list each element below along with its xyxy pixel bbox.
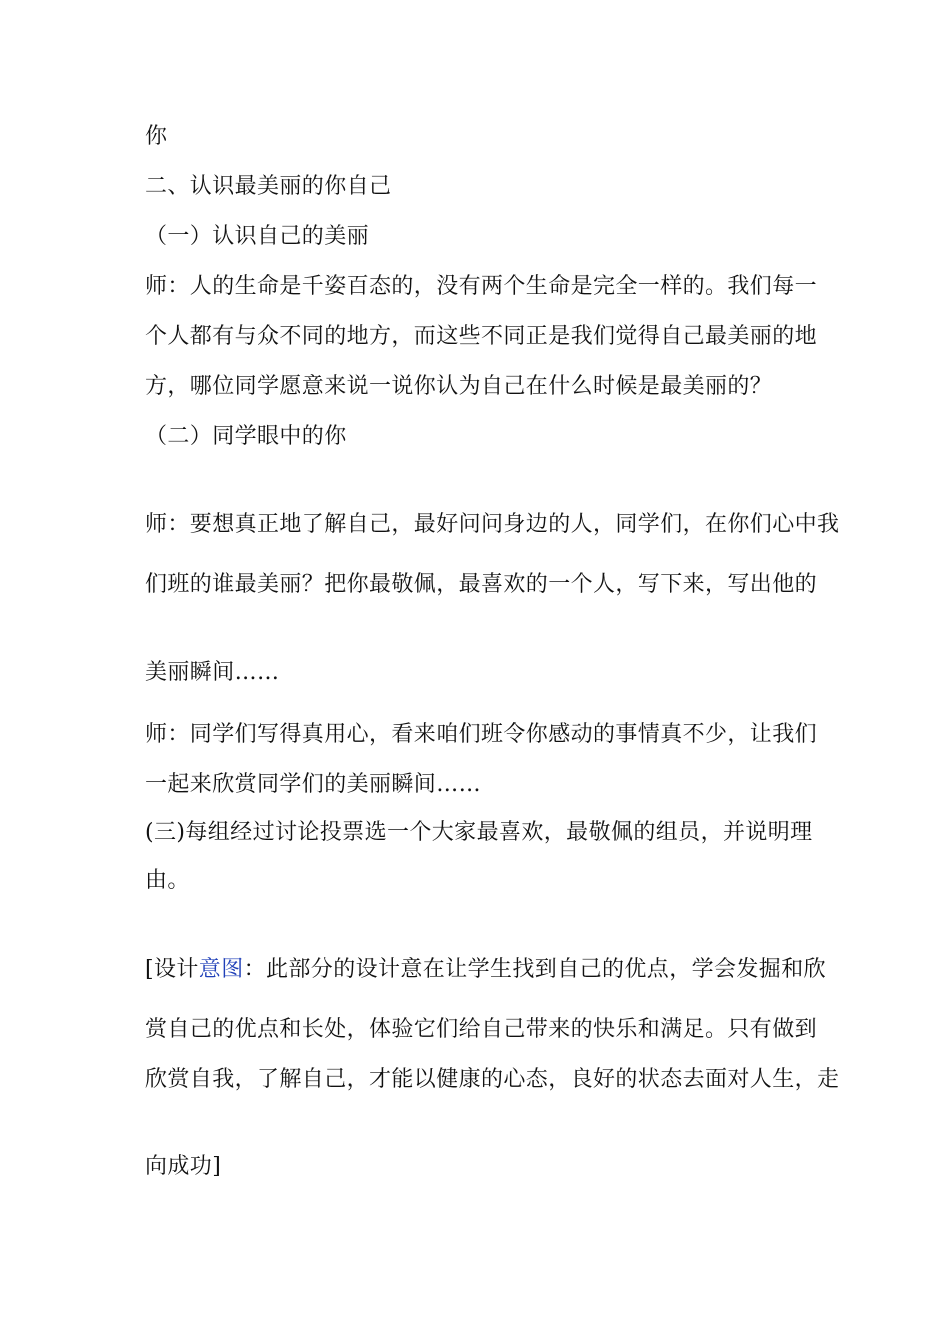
paragraph-line: 方，哪位同学愿意来说一说你认为自己在什么时候是最美丽的？ bbox=[145, 374, 773, 399]
design-note-prefix: [设计 bbox=[145, 957, 199, 982]
section-heading: 二、认识最美丽的你自己 bbox=[145, 174, 392, 199]
design-note-line: 赏自己的优点和长处，体验它们给自己带来的快乐和满足。只有做到 bbox=[145, 1017, 818, 1042]
paragraph-line: 美丽瞬间…… bbox=[145, 660, 280, 685]
design-note-line bbox=[145, 955, 827, 985]
paragraph-line: 师：同学们写得真用心，看来咱们班令你感动的事情真不少，让我们 bbox=[145, 722, 818, 747]
design-note-text: ：此部分的设计意在让学生找到自己的优点，学会发掘和欣 bbox=[243, 957, 827, 982]
subsection-heading: (三)每组经过讨论投票选一个大家最喜欢，最敬佩的组员，并说明理 bbox=[145, 820, 813, 845]
design-intent-link[interactable]: 意图 bbox=[198, 957, 244, 982]
paragraph-line: 个人都有与众不同的地方，而这些不同正是我们觉得自己最美丽的地 bbox=[145, 324, 818, 349]
paragraph-line: 师：人的生命是千姿百态的，没有两个生命是完全一样的。我们每一 bbox=[145, 274, 818, 299]
text-line: 你 bbox=[145, 124, 168, 149]
design-note-line: 欣赏自我，了解自己，才能以健康的心态，良好的状态去面对人生，走 bbox=[145, 1067, 840, 1092]
paragraph-line: 师：要想真正地了解自己，最好问问身边的人，同学们，在你们心中我 bbox=[145, 512, 840, 537]
paragraph-line: 由。 bbox=[145, 868, 190, 893]
subsection-heading: （一）认识自己的美丽 bbox=[145, 224, 370, 249]
subsection-heading: （二）同学眼中的你 bbox=[145, 424, 347, 449]
paragraph-line: 一起来欣赏同学们的美丽瞬间…… bbox=[145, 772, 482, 797]
paragraph-line: 们班的谁最美丽？把你最敬佩，最喜欢的一个人，写下来，写出他的 bbox=[145, 572, 818, 597]
design-note-line: 向成功] bbox=[145, 1154, 222, 1179]
